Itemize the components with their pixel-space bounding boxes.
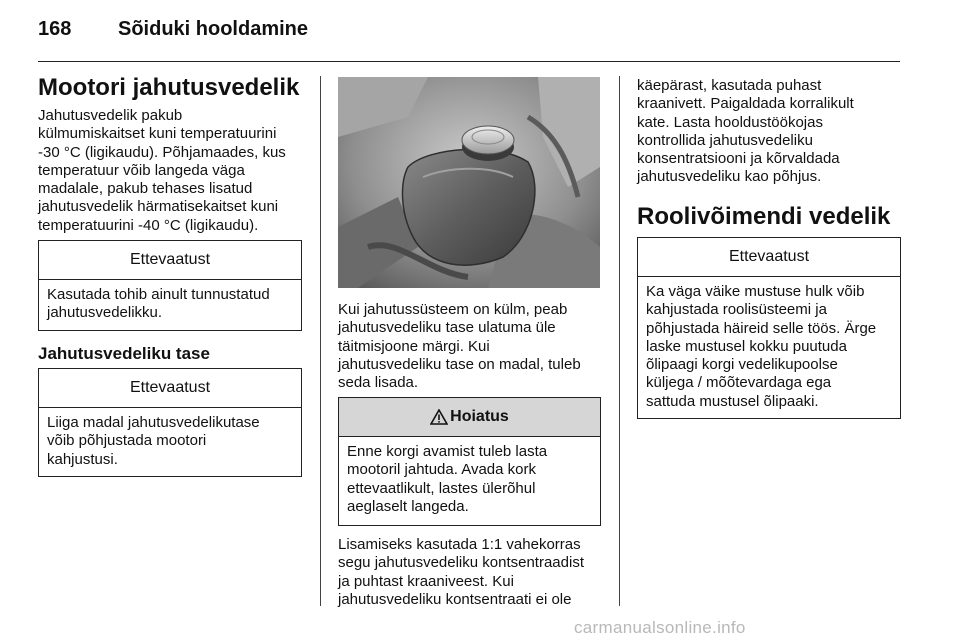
engine-bay-illustration [338,77,600,288]
watermark: carmanualsonline.info [574,618,746,637]
notice-heading: Ettevaatust [39,369,301,408]
warning-triangle-svg [430,409,448,425]
coolant-reservoir-photo [338,77,600,288]
warning-heading-text: Hoiatus [450,408,509,425]
coolant-continued-text: käepärast, kasutada puhast kraanivett. Paigaldada korralikult kate. Lasta hooldustöökojas kontrollida jahutusvedeliku konsentratsiooni ja kõrvaldada jahutusvedeliku kao põhjus. [637,77,854,186]
notice-heading: Ettevaatust [638,238,900,277]
notice-heading: Ettevaatust [39,241,301,280]
notice-text: Liiga madal jahutusvedelikutase võib põhjustada mootori kahjustusi. [47,414,260,468]
section-title-coolant: Mootori jahutusvedelik [38,74,300,101]
coolant-mix-text: Lisamiseks kasutada 1:1 vahekorras segu jahutusvedeliku kontsentraadist ja puhtast kraaniveest. Kui jahutusvedeliku kontsentraati ei ole [338,536,584,608]
notice-box [38,368,302,477]
subsection-title-coolant-level: Jahutusvedeliku tase [38,344,210,363]
column-divider [320,76,321,606]
chapter-title: Sõiduki hooldamine [118,18,309,40]
notice-box [38,240,302,331]
warning-triangle-icon [430,409,448,425]
notice-text: Kasutada tohib ainult tunnustatud jahutusvedelikku. [47,286,270,322]
warning-text: Enne korgi avamist tuleb lasta mootoril jahtuda. Avada kork ettevaatlikult, lastes ülerõhul aeglaselt langeda. [347,443,548,515]
coolant-intro-text: Jahutusvedelik pakub külmumiskaitset kuni temperatuurini -30 °C (ligikaudu). Põhjamaades, kus temperatuur võib langeda väga madalale, pakub tehases lisatud jahutusvedelik härmatisekaitset kuni temperatuurini -40 °C (ligikaudu). [38,107,286,234]
coolant-level-text: Kui jahutussüsteem on külm, peab jahutusvedeliku tase ulatuma üle täitmisjoone märgi. Kui jahutusvedeliku tase on madal, tuleb seda lisada. [338,301,581,392]
page-number: 168 [38,18,72,40]
header-rule [38,61,900,62]
warning-box [338,397,601,526]
section-title-power-steering: Roolivõimendi vedelik [637,203,891,230]
notice-text: Ka väga väike mustuse hulk võib kahjustada roolisüsteemi ja põhjustada häireid selle töös. Ärge laske mustusel kokku puutuda õlipaagi korgi vedelikupoolse küljega / mõõtevardaga ega sattuda mustusel õlipaaki. [646,283,877,410]
notice-box [637,237,901,419]
column-divider [619,76,620,606]
warning-heading [339,398,600,437]
